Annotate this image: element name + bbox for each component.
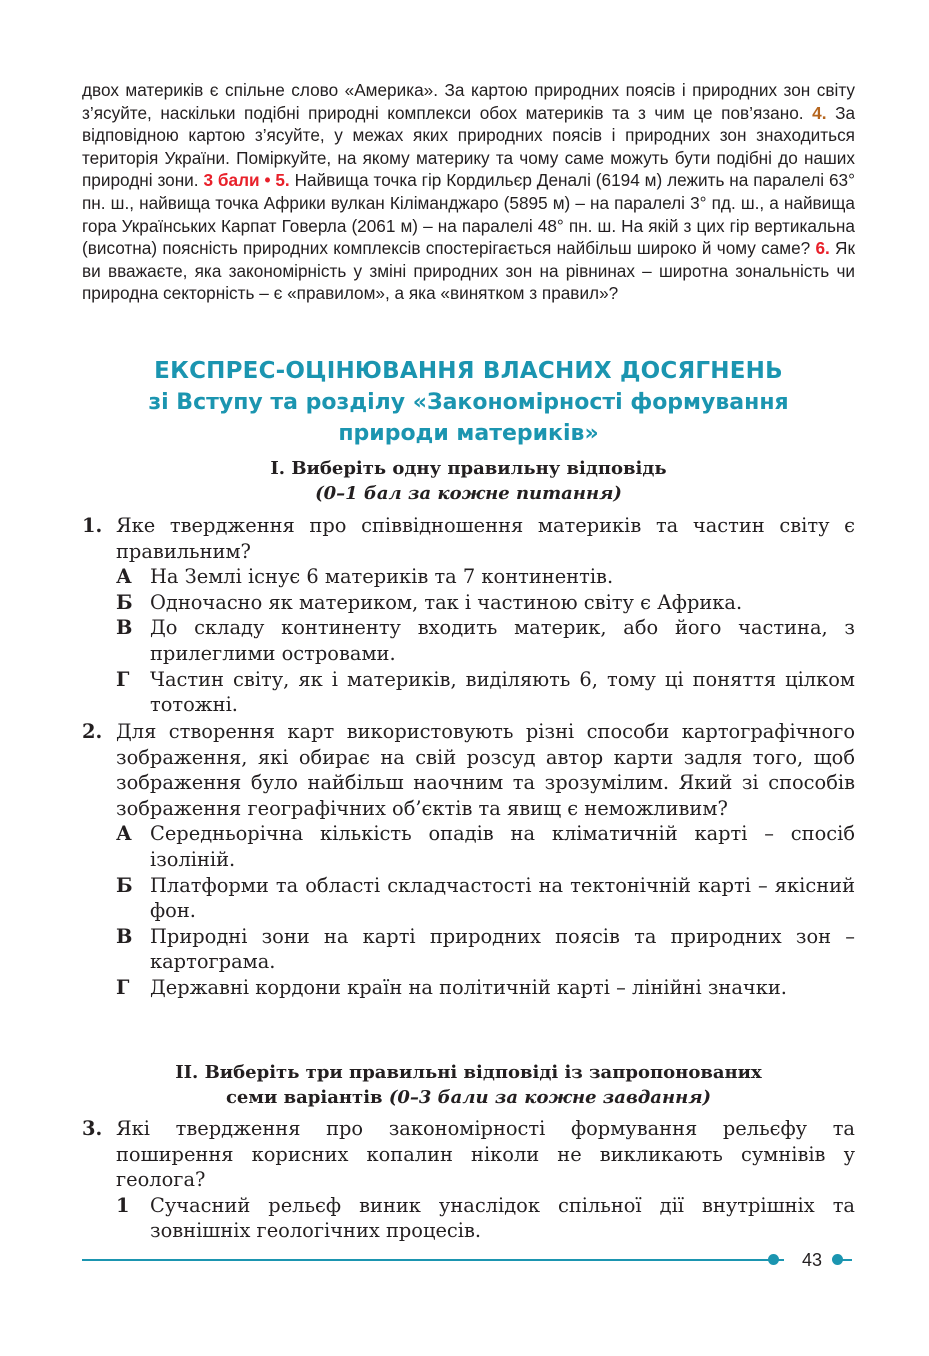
- section-2-title-line-2: семи варіантів: [225, 1087, 389, 1108]
- section-heading: [82, 355, 855, 449]
- answer-option: [116, 615, 855, 666]
- section-1-scoring-note: (0–1 бал за кожне питання): [315, 483, 622, 504]
- task-number-5: 3 бали • 5.: [203, 170, 290, 191]
- option-text: Частин світу, як і материків, виділяють 6, тому ці поняття цілком тотожні.: [150, 667, 855, 717]
- option-letter: Б: [116, 590, 133, 614]
- question-text: Яке твердження про співвідношення материків та частин світу є правильним?: [116, 514, 855, 563]
- option-text: Платформи та області складчастості на тектонічній карті – якісний фон.: [150, 873, 855, 923]
- question-3: [82, 1116, 855, 1244]
- section-2-scoring-note: (0–3 бали за кожне завдання): [388, 1087, 712, 1108]
- section-2-title-line-1: II. Виберіть три правильні відповіді із запропонованих: [175, 1062, 762, 1083]
- heading-line-3: природи материків»: [338, 421, 599, 446]
- answer-option: [116, 1193, 855, 1244]
- answer-option: [116, 564, 855, 590]
- answer-option: [116, 667, 855, 718]
- option-letter: А: [116, 822, 132, 846]
- intro-text-1: двох материків є спільне слово «Америка». За картою природних поясів і природних зон світу з’ясуйте, наскільки подібні природні комплекси обох материків та з чим це пов’язано.: [82, 80, 855, 123]
- option-text: Одночасно як материком, так і частиною світу є Африка.: [150, 590, 743, 614]
- intro-paragraph: [82, 79, 855, 305]
- question-1: [82, 513, 855, 718]
- heading-line-1: ЕКСПРЕС-ОЦІНЮВАННЯ ВЛАСНИХ ДОСЯГНЕНЬ: [154, 358, 783, 384]
- option-letter: В: [116, 924, 133, 948]
- option-text: Середньорічна кількість опадів на кліматичній карті – спосіб ізоліній.: [150, 822, 855, 871]
- footer-rule: [82, 1259, 770, 1261]
- question-number: 1.: [82, 514, 103, 537]
- option-text: Сучасний рельєф виник унаслідок спільної дії внутрішніх та зовнішніх геологічних процесів.: [150, 1193, 855, 1243]
- section-1-title: [82, 456, 855, 506]
- intro-text-3: Найвища точка гір Кордильєр Деналі (6194 м) лежить на паралелі 63° пн. ш., найвища точка Африки вулкан Кіліманджаро (5895 м) – на паралелі 3° пд. ш., а найвища гора Українських Карпат Говерла (2061 м) – на паралелі 48° пн. ш. На якій з цих гір вертикальна (висотна) поясність природних комплексів спостерігається найбільш широко й чому саме?: [82, 170, 855, 259]
- option-text: Державні кордони країн на політичній карті – лінійні значки.: [150, 975, 787, 999]
- page-number: 43: [801, 1250, 823, 1270]
- option-letter: Г: [116, 667, 130, 691]
- question-text: Для створення карт використовують різні способи картографічного зображення, які обирає на свій розсуд автор карти задля того, щоб зображення було найбільш наочним та зрозумілим. Який зі способів зображення географічних об’єктів та явищ є неможливим?: [116, 720, 855, 820]
- answer-option: [116, 924, 855, 975]
- footer-ornament-right-stem: [838, 1259, 852, 1261]
- option-letter: Б: [116, 873, 133, 897]
- task-number-4: 4.: [812, 102, 827, 123]
- section-2-title: [82, 1060, 855, 1110]
- heading-line-2: зі Вступу та розділу «Закономірності формування: [148, 390, 789, 415]
- option-text: На Землі існує 6 материків та 7 континентів.: [150, 565, 614, 589]
- footer-ornament-left-dot: [768, 1254, 779, 1265]
- question-number: 2.: [82, 720, 103, 743]
- option-letter: Г: [116, 975, 130, 999]
- option-text: Природні зони на карті природних поясів та природних зон – картограма.: [150, 924, 855, 974]
- intro-text-2: За відповідною картою з’ясуйте, у межах яких природних поясів і природних зон знаходиться територія України. Поміркуйте, на якому материку та чому саме можуть бути подібні до наших природні зони.: [82, 102, 856, 191]
- section-2-title-line-2-wrap: [82, 1085, 855, 1110]
- option-number: 1: [116, 1193, 130, 1217]
- task-number-6: 6.: [815, 238, 830, 259]
- section-1-title-text: I. Виберіть одну правильну відповідь: [270, 458, 667, 479]
- option-letter: А: [116, 565, 132, 589]
- answer-option: [116, 590, 855, 616]
- answer-option: [116, 873, 855, 924]
- option-text: До складу континенту входить материк, або його частина, з прилеглими островами.: [150, 616, 855, 665]
- question-text: Які твердження про закономірності формування рельєфу та поширення корисних копалин ніколи не викликають сумнівів у геолога?: [116, 1117, 855, 1192]
- question-2: [82, 719, 855, 1001]
- question-number: 3.: [82, 1117, 103, 1140]
- intro-text-4: Як ви вважаєте, яка закономірність у зміні природних зон на рівнинах – широтна зональність чи природна секторність – є «правилом», а яка «винятком з правил»?: [82, 238, 855, 304]
- option-letter: В: [116, 616, 133, 640]
- answer-option: [116, 975, 855, 1001]
- answer-option: [116, 821, 855, 872]
